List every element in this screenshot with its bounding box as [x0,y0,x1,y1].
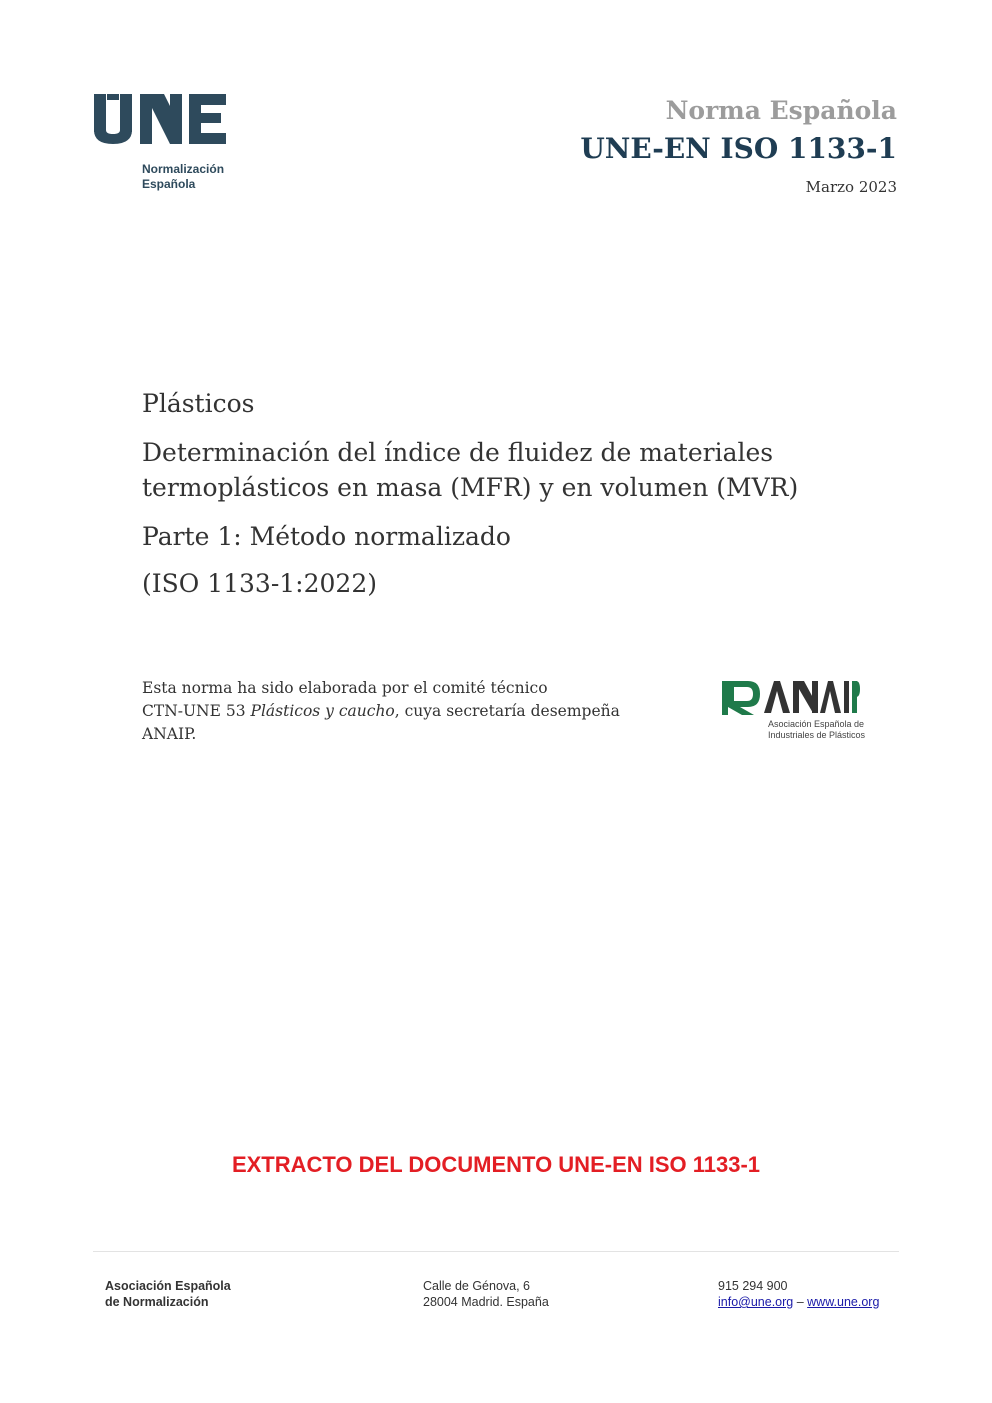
une-logo-sub-line2: Española [142,177,196,191]
committee-code: CTN-UNE 53 [142,702,251,720]
footer-address-line1: Calle de Génova, 6 [423,1279,531,1293]
email-link[interactable]: info@une.org [718,1295,794,1309]
une-logo-mark [92,90,232,150]
title-line-1: Plásticos [142,389,255,418]
footer-links [718,1294,879,1310]
title-line-5: (ISO 1133-1:2022) [142,569,377,598]
norma-code: UNE-EN ISO 1133-1 [580,132,897,165]
footer-divider [93,1251,899,1252]
committee-name: Plásticos y caucho [250,702,395,720]
norma-label: Norma Española [665,96,897,125]
website-link[interactable]: www.une.org [807,1295,880,1309]
footer-phone: 915 294 900 [718,1279,788,1293]
title-line-3: termoplásticos en masa (MFR) y en volumen (MVR) [142,473,799,502]
anaip-logo-subtitle [768,719,865,741]
committee-line-1: Esta norma ha sido elaborada por el comité técnico [142,679,548,697]
footer-org-line2: de Normalización [105,1295,209,1309]
footer-address [423,1278,549,1310]
committee-suffix: , cuya secretaría desempeña [394,702,620,720]
title-line-4: Parte 1: Método normalizado [142,522,511,551]
footer-link-separator: – [793,1295,808,1309]
anaip-logo [720,677,870,747]
extract-notice: EXTRACTO DEL DOCUMENTO UNE-EN ISO 1133-1 [231,1152,761,1177]
anaip-sub-line2: Industriales de Plásticos [768,730,866,740]
footer-organization [105,1278,231,1310]
une-logo [92,90,242,200]
footer-org-line1: Asociación Española [105,1279,231,1293]
committee-line-3: ANAIP. [142,725,197,743]
une-logo-subtitle [142,162,224,192]
anaip-logo-mark [720,677,860,719]
une-logo-sub-line1: Normalización [142,162,225,176]
anaip-sub-line1: Asociación Española de [768,719,865,729]
title-line-2: Determinación del índice de fluidez de materiales [142,438,774,467]
footer-address-line2: 28004 Madrid. España [423,1295,549,1309]
committee-line-2 [142,700,620,723]
footer-contact [718,1278,879,1310]
publication-date: Marzo 2023 [805,178,897,196]
